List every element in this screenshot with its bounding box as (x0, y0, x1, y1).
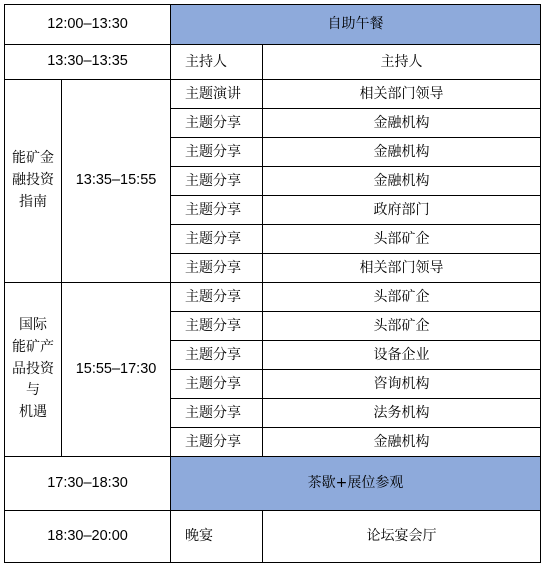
role-cell: 主题分享 (171, 196, 263, 225)
agenda-table (4, 4, 541, 563)
section-title-international: 国际 能矿产 品投资 与 机遇 (5, 283, 62, 457)
role-cell: 主持人 (171, 45, 263, 80)
role-cell: 主题分享 (171, 283, 263, 312)
time-cell: 13:30–13:35 (5, 45, 171, 80)
lunch-cell: 自助午餐 (171, 5, 541, 45)
role-cell: 主题分享 (171, 109, 263, 138)
section-time: 15:55–17:30 (62, 283, 171, 457)
speaker-cell: 头部矿企 (263, 312, 541, 341)
role-cell: 主题分享 (171, 312, 263, 341)
role-cell: 主题分享 (171, 399, 263, 428)
speaker-cell: 设备企业 (263, 341, 541, 370)
time-cell: 17:30–18:30 (5, 457, 171, 511)
speaker-cell: 主持人 (263, 45, 541, 80)
role-cell: 主题分享 (171, 138, 263, 167)
speaker-cell: 金融机构 (263, 138, 541, 167)
role-cell: 主题分享 (171, 341, 263, 370)
time-cell: 18:30–20:00 (5, 511, 171, 563)
speaker-cell: 法务机构 (263, 399, 541, 428)
role-cell: 晚宴 (171, 511, 263, 563)
speaker-cell: 头部矿企 (263, 225, 541, 254)
role-cell: 主题分享 (171, 167, 263, 196)
speaker-cell: 金融机构 (263, 167, 541, 196)
time-cell: 12:00–13:30 (5, 5, 171, 45)
venue-cell: 论坛宴会厅 (263, 511, 541, 563)
agenda-row-tea-break (5, 457, 541, 484)
speaker-cell: 相关部门领导 (263, 254, 541, 283)
agenda-row (5, 80, 541, 109)
agenda-row-lunch (5, 5, 541, 45)
speaker-cell: 金融机构 (263, 109, 541, 138)
agenda-row-dinner (5, 511, 541, 563)
role-cell: 主题分享 (171, 428, 263, 457)
tea-break-cell: 茶歇+展位参观 (171, 457, 541, 511)
agenda-row (5, 283, 541, 312)
agenda-row-host (5, 45, 541, 80)
role-cell: 主题分享 (171, 225, 263, 254)
speaker-cell: 金融机构 (263, 428, 541, 457)
speaker-cell: 咨询机构 (263, 370, 541, 399)
role-cell: 主题演讲 (171, 80, 263, 109)
speaker-cell: 政府部门 (263, 196, 541, 225)
role-cell: 主题分享 (171, 254, 263, 283)
section-title-finance: 能矿金 融投资 指南 (5, 80, 62, 283)
speaker-cell: 相关部门领导 (263, 80, 541, 109)
role-cell: 主题分享 (171, 370, 263, 399)
speaker-cell: 头部矿企 (263, 283, 541, 312)
section-time: 13:35–15:55 (62, 80, 171, 283)
